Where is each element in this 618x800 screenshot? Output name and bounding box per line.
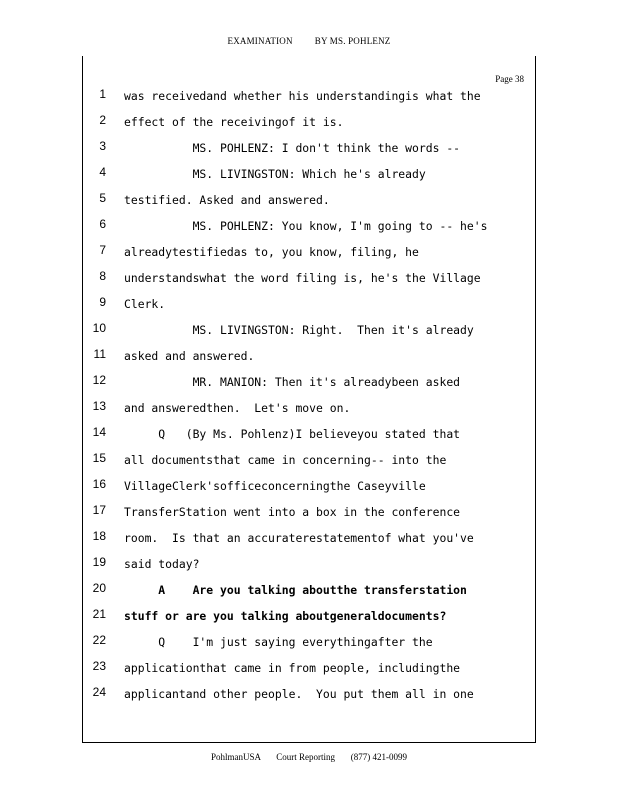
transcript-line	[82, 578, 534, 604]
line-text: A Are you talking aboutthe transferstation	[124, 583, 467, 597]
line-text: room. Is that an accuraterestatementof what you've	[124, 531, 474, 545]
line-text: Clerk.	[124, 297, 166, 311]
line-number: 9	[99, 295, 106, 309]
transcript-line	[82, 656, 534, 682]
transcript-line	[82, 318, 534, 344]
line-number: 24	[92, 685, 106, 699]
transcript-lines	[82, 84, 534, 708]
line-number: 11	[93, 347, 106, 361]
line-text: TransferStation went into a box in the conference	[124, 505, 461, 519]
line-text: asked and answered.	[124, 349, 255, 363]
transcript-line	[82, 162, 534, 188]
line-number: 17	[92, 503, 106, 517]
page-footer	[0, 752, 618, 762]
page-header	[0, 36, 618, 46]
line-number: 13	[92, 399, 106, 413]
line-text: applicationthat came in from people, includingthe	[124, 661, 461, 675]
transcript-line	[82, 396, 534, 422]
line-text: VillageClerk'sofficeconcerningthe Caseyville	[124, 479, 426, 493]
line-number: 15	[92, 451, 106, 465]
line-number: 14	[92, 425, 106, 439]
line-text: MS. POHLENZ: You know, I'm going to -- he's	[124, 219, 488, 233]
header-examiner: BY MS. POHLENZ	[314, 36, 391, 46]
line-text: effect of the receivingof it is.	[124, 115, 344, 129]
line-number: 3	[99, 139, 106, 153]
transcript-line	[82, 448, 534, 474]
transcript-line	[82, 344, 534, 370]
transcript-line	[82, 240, 534, 266]
line-text: testified. Asked and answered.	[124, 193, 330, 207]
line-number: 1	[99, 87, 106, 101]
line-text: was receivedand whether his understandingis what the	[124, 89, 481, 103]
transcript-line	[82, 370, 534, 396]
line-text: said today?	[124, 557, 200, 571]
line-number: 23	[92, 659, 106, 673]
line-text: stuff or are you talking aboutgeneraldocuments?	[124, 609, 447, 623]
transcript-line	[82, 188, 534, 214]
line-number: 12	[92, 373, 106, 387]
transcript-line	[82, 474, 534, 500]
line-number: 7	[99, 243, 106, 257]
transcript-line	[82, 136, 534, 162]
line-number: 22	[92, 633, 106, 647]
line-text: Q I'm just saying everythingafter the	[124, 635, 433, 649]
line-text: MS. LIVINGSTON: Right. Then it's already	[124, 323, 474, 337]
footer-service: Court Reporting	[276, 752, 335, 762]
footer-company: PohlmanUSA	[210, 752, 261, 762]
line-text: understandswhat the word filing is, he's the Village	[124, 271, 481, 285]
line-number: 6	[99, 217, 106, 231]
line-number: 21	[92, 607, 106, 621]
transcript-line	[82, 110, 534, 136]
transcript-line	[82, 266, 534, 292]
line-number: 4	[99, 165, 106, 179]
line-text: Q (By Ms. Pohlenz)I believeyou stated that	[124, 427, 461, 441]
transcript-line	[82, 84, 534, 110]
transcript-line	[82, 630, 534, 656]
footer-phone: (877) 421-0099	[350, 752, 407, 762]
header-title: EXAMINATION	[227, 36, 293, 46]
line-text: alreadytestifiedas to, you know, filing, he	[124, 245, 419, 259]
line-number: 16	[92, 477, 106, 491]
line-number: 8	[99, 269, 106, 283]
line-number: 5	[99, 191, 106, 205]
line-text: all documentsthat came in concerning-- into the	[124, 453, 447, 467]
transcript-line	[82, 422, 534, 448]
line-number: 18	[92, 529, 106, 543]
transcript-line	[82, 500, 534, 526]
page-number: Page 38	[495, 74, 524, 84]
line-text: MS. LIVINGSTON: Which he's already	[124, 167, 426, 181]
line-text: and answeredthen. Let's move on.	[124, 401, 351, 415]
transcript-line	[82, 292, 534, 318]
line-number: 2	[99, 113, 106, 127]
transcript-line	[82, 526, 534, 552]
transcript-line	[82, 682, 534, 708]
line-number: 19	[92, 555, 106, 569]
transcript-line	[82, 552, 534, 578]
transcript-line	[82, 214, 534, 240]
line-number: 10	[92, 321, 106, 335]
line-number: 20	[92, 581, 106, 595]
line-text: MR. MANION: Then it's alreadybeen asked	[124, 375, 461, 389]
transcript-line	[82, 604, 534, 630]
line-text: MS. POHLENZ: I don't think the words --	[124, 141, 461, 155]
line-text: applicantand other people. You put them all in one	[124, 687, 474, 701]
